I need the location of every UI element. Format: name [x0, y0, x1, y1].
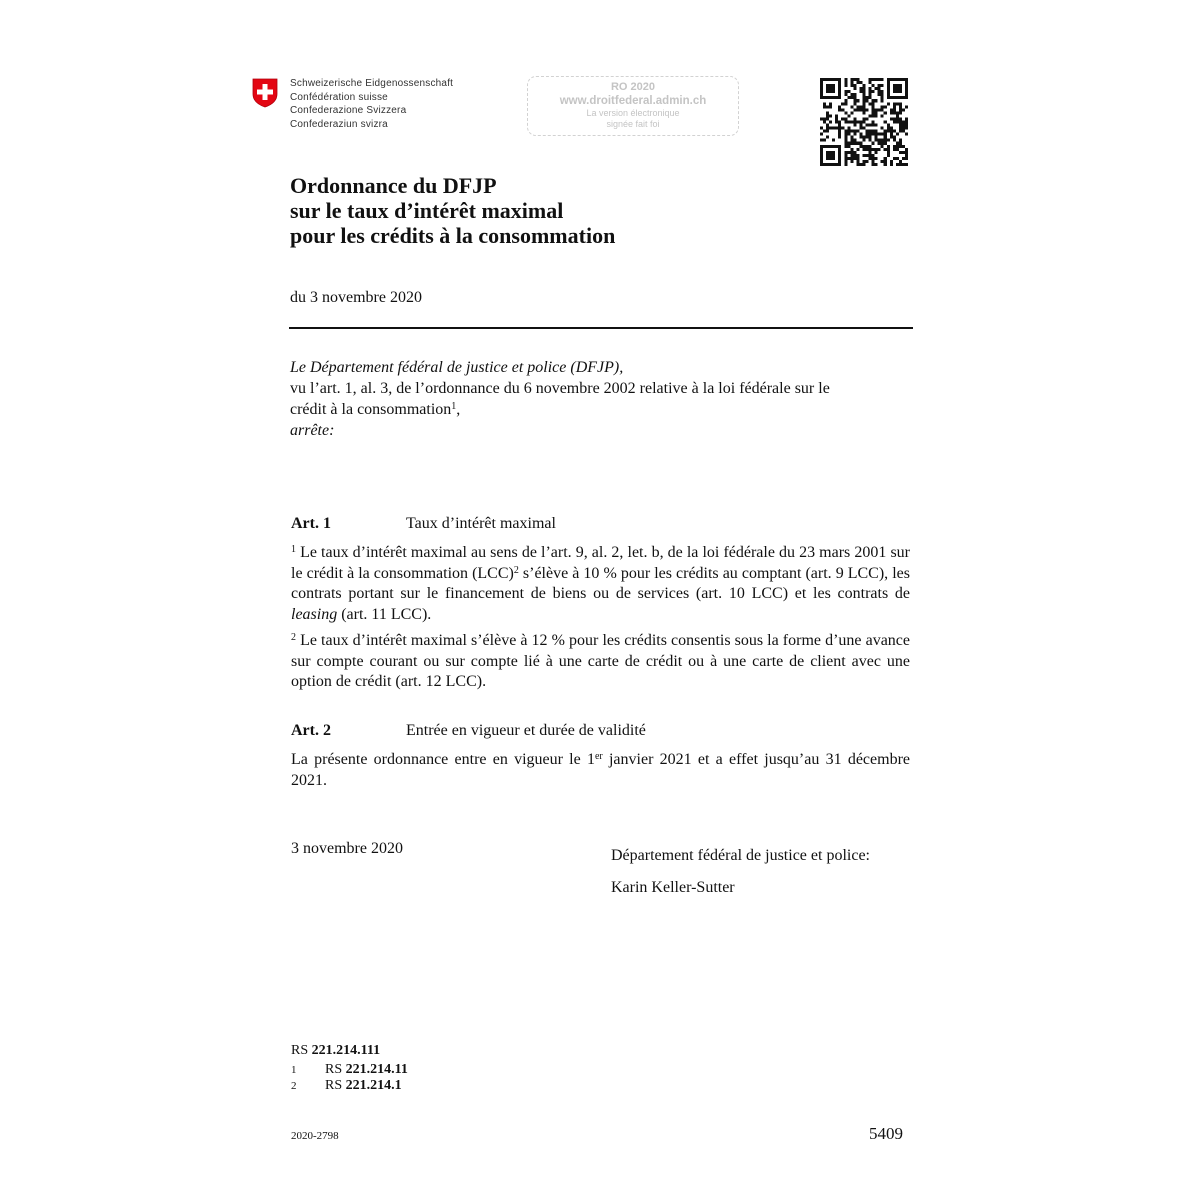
article-2-heading: [291, 722, 646, 740]
article-1-p1-text-c: (art. 11 LCC).: [337, 605, 432, 623]
rs-prefix: RS: [291, 1043, 309, 1058]
swiss-cross-icon: [252, 78, 278, 108]
fed-name-fr: Confédération suisse: [290, 91, 388, 103]
signing-department: Département fédéral de justice et police:: [611, 847, 870, 864]
article-1-number: Art. 1: [291, 515, 331, 532]
title-line-3: pour les crédits à la consommation: [290, 223, 616, 248]
confederation-names: [290, 77, 453, 131]
paragraph-mark-2: 2: [291, 632, 296, 643]
article-1-heading: [291, 515, 556, 533]
article-1-body: [291, 543, 910, 693]
article-2-p1-text-b: janvier 2021 et a effet jusqu’au 31 décembre 2021.: [291, 751, 911, 789]
fed-name-it: Confederazione Svizzera: [290, 105, 407, 116]
footnotes: [291, 1043, 408, 1094]
fed-name-de: Schweizerische Eidgenossenschaft: [290, 78, 454, 89]
footnote-2-ref: 221.214.1: [345, 1078, 402, 1093]
issuing-authority: Le Département fédéral de justice et police (DFJP),: [290, 359, 624, 376]
title-divider: [289, 327, 913, 329]
article-1-p1-text-a: Le taux d’intérêt maximal au sens de l’art. 9, al. 2, let. b, de la loi fédérale du 23 mars 2001 sur le crédit à la consommation (LCC): [291, 544, 910, 582]
footnote-1-ref: 221.214.11: [345, 1062, 408, 1077]
stamp-ro: RO 2020: [610, 81, 656, 93]
qr-code-icon: [820, 78, 908, 166]
rs-reference: [291, 1043, 408, 1059]
article-2-body: [291, 750, 910, 791]
article-1-title: Taux d’intérêt maximal: [406, 515, 556, 532]
footnote-2-number: 2: [291, 1080, 297, 1092]
legal-basis-text: vu l’art. 1, al. 3, de l’ordonnance du 6 novembre 2002 relative à la loi fédérale sur le crédit à la consommation: [290, 380, 830, 418]
document-date: du 3 novembre 2020: [290, 289, 422, 306]
signature-date: 3 novembre 2020: [291, 840, 403, 857]
rs-number: 221.214.111: [311, 1043, 381, 1058]
fed-name-rm: Confederaziun svizra: [290, 118, 388, 130]
footnote-ref-1[interactable]: 1: [451, 401, 457, 412]
stamp-note-2: signée fait foi: [606, 119, 660, 129]
article-1-paragraph-1: [291, 543, 910, 625]
footnote-ref-2[interactable]: 2: [513, 564, 519, 576]
article-1-p2-text: Le taux d’intérêt maximal s’élève à 12 % pour les crédits consentis sous la forme d’une avance sur compte courant ou sur compte lié à une carte de crédit ou à une carte de client avec une option de crédit (art. 12 LCC).: [291, 632, 910, 690]
article-2-title: Entrée en vigueur et durée de validité: [406, 722, 646, 739]
stamp-url: www.droitfederal.admin.ch: [559, 95, 707, 107]
title-line-1: Ordonnance du DFJP: [290, 173, 497, 198]
article-2-number: Art. 2: [291, 722, 331, 739]
paragraph-mark-1: 1: [291, 544, 296, 555]
document-title: [290, 173, 615, 248]
page-number: 5409: [869, 1124, 903, 1143]
title-line-2: sur le taux d’intérêt maximal: [290, 198, 564, 223]
article-2-paragraph-1: [291, 750, 910, 791]
footnote-2-prefix: RS: [325, 1078, 343, 1093]
official-publication-stamp: [527, 76, 739, 136]
decree-word: arrête:: [290, 422, 335, 439]
article-2-p1-text-a: La présente ordonnance entre en vigueur le 1: [291, 751, 595, 768]
footnote-2: [291, 1078, 408, 1094]
ordinal-suffix: er: [594, 751, 603, 762]
footnote-1-prefix: RS: [325, 1062, 343, 1077]
legal-basis: [290, 378, 865, 420]
article-1-paragraph-2: [291, 631, 910, 693]
legal-basis-end: ,: [456, 401, 461, 418]
signatory-name: Karin Keller-Sutter: [611, 879, 735, 896]
preamble: [290, 357, 910, 441]
footnote-1-number: 1: [291, 1064, 297, 1076]
document-id: 2020-2798: [291, 1130, 339, 1142]
footnote-1: [291, 1062, 408, 1078]
signature-block: [611, 840, 870, 904]
stamp-note-1: La version électronique: [586, 108, 680, 118]
article-1-p1-text-b: s’élève à 10 % pour les crédits au comptant (art. 9 LCC), les contrats portant sur le financement de biens ou de services (art. 10 LCC) et les contrats de: [291, 564, 910, 602]
article-1-p1-italic: leasing: [291, 605, 338, 623]
